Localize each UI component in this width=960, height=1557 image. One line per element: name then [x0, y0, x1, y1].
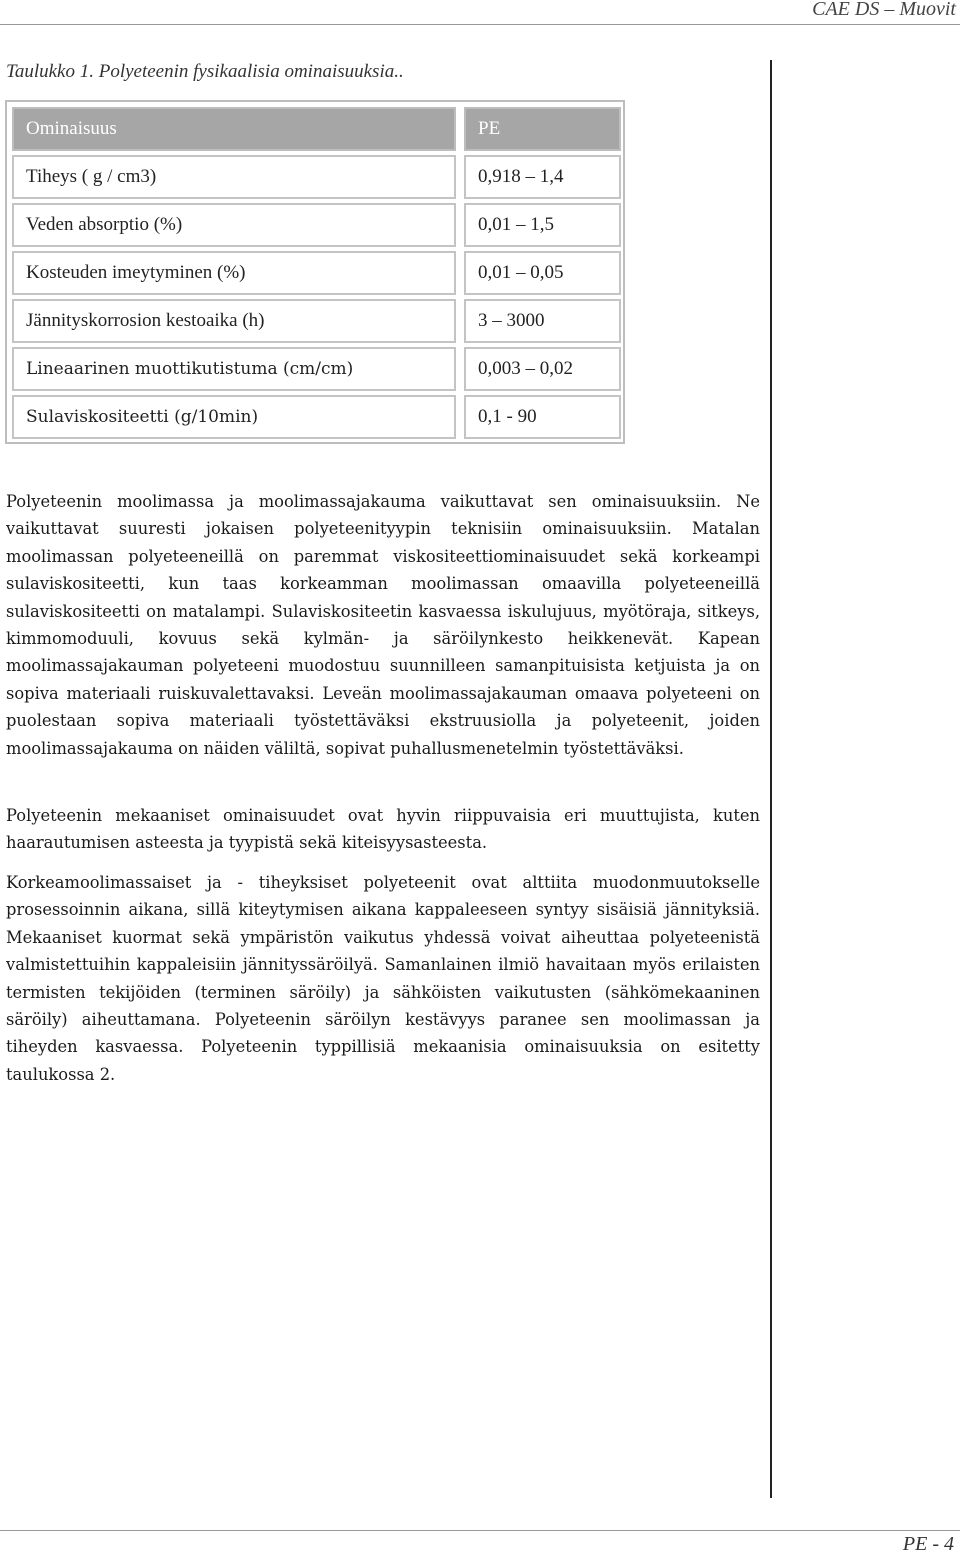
table-row-6-value: 0,1 - 90 — [464, 395, 621, 439]
table-row-1-property: Tiheys ( g / cm3) — [12, 155, 456, 199]
header-title: CAE DS – Muovit — [812, 0, 956, 20]
table-row-6-property: Sulaviskositeetti (g/10min) — [12, 395, 456, 439]
footer-divider — [0, 1530, 960, 1531]
table-row-5-value: 0,003 – 0,02 — [464, 347, 621, 391]
table-row-1-value: 0,918 – 1,4 — [464, 155, 621, 199]
table-caption: Taulukko 1. Polyeteenin fysikaalisia ominaisuuksia.. — [6, 61, 404, 82]
margin-vertical-rule — [770, 60, 772, 1498]
table-row-4-value: 3 – 3000 — [464, 299, 621, 343]
table-row-3-value: 0,01 – 0,05 — [464, 251, 621, 295]
paragraph-stress-cracking: Korkeamoolimassaiset ja - tiheyksiset polyeteenit ovat alttiita muodonmuutokselle prosessoinnin aikana, sillä kiteytymisen aikana kappaleeseen syntyy sisäisiä jännityksiä. Mekaaniset kuormat sekä ympäristön vaikutus yhdessä voivat aiheuttaa polyeteenistä valmistettuihin kappaleisiin jännityssäröilyä. Samanlainen ilmiö havaitaan myös erilaisten termisten tekijöiden (terminen säröily) ja sähköisten vaikutusten (sähkömekaaninen säröily) aiheuttamana. Polyeteenin säröilyn kestävyys paranee sen moolimassan ja tiheyden kasvaessa. Polyeteenin typpillisiä mekaanisia ominaisuuksia on esitetty taulukossa 2. — [6, 873, 760, 1084]
paragraph-molar-mass: Polyeteenin moolimassa ja moolimassajakauma vaikuttavat sen ominaisuuksiin. Ne vaikuttavat suuresti jokaisen polyeteenityypin teknisiin ominaisuuksiin. Matalan moolimassan polyeteeneillä on paremmat viskositeettiominaisuudet sekä korkeampi sulaviskositeetti, kun taas korkeamman moolimassan omaavilla polyeteeneillä sulaviskositeetti on matalampi. Sulaviskositeetin kasvaessa iskulujuus, myötöraja, sitkeys, kimmomoduuli, kovuus sekä kylmän- ja säröilynkesto heikkenevät. Kapean moolimassajakauman polyeteeni muodostuu suunnilleen samanpituisista ketjuista ja on sopiva materiaali ruiskuvalettavaksi. Leveän moolimassajakauman omaava polyeteeni on puolestaan sopiva materiaali työstettäväksi ekstruusiolla ja polyeteenit, joiden moolimassajakauma on näiden väliltä, sopivat puhallusmenetelmin työstettäväksi. — [6, 492, 760, 758]
page-number: PE - 4 — [902, 1533, 954, 1555]
table-row-2-property: Veden absorptio (%) — [12, 203, 456, 247]
table-header-property: Ominaisuus — [12, 107, 456, 151]
paragraph-mechanical-properties: Polyeteenin mekaaniset ominaisuudet ovat hyvin riippuvaisia eri muuttujista, kuten haarautumisen asteesta ja tyypistä sekä kiteisyysasteesta. — [6, 806, 760, 853]
table-row-2-value: 0,01 – 1,5 — [464, 203, 621, 247]
table-row-5-property: Lineaarinen muottikutistuma (cm/cm) — [12, 347, 456, 391]
table-row-4-property: Jännityskorrosion kestoaika (h) — [12, 299, 456, 343]
header-divider — [0, 24, 960, 25]
table-row-3-property: Kosteuden imeytyminen (%) — [12, 251, 456, 295]
table-header-pe: PE — [464, 107, 621, 151]
